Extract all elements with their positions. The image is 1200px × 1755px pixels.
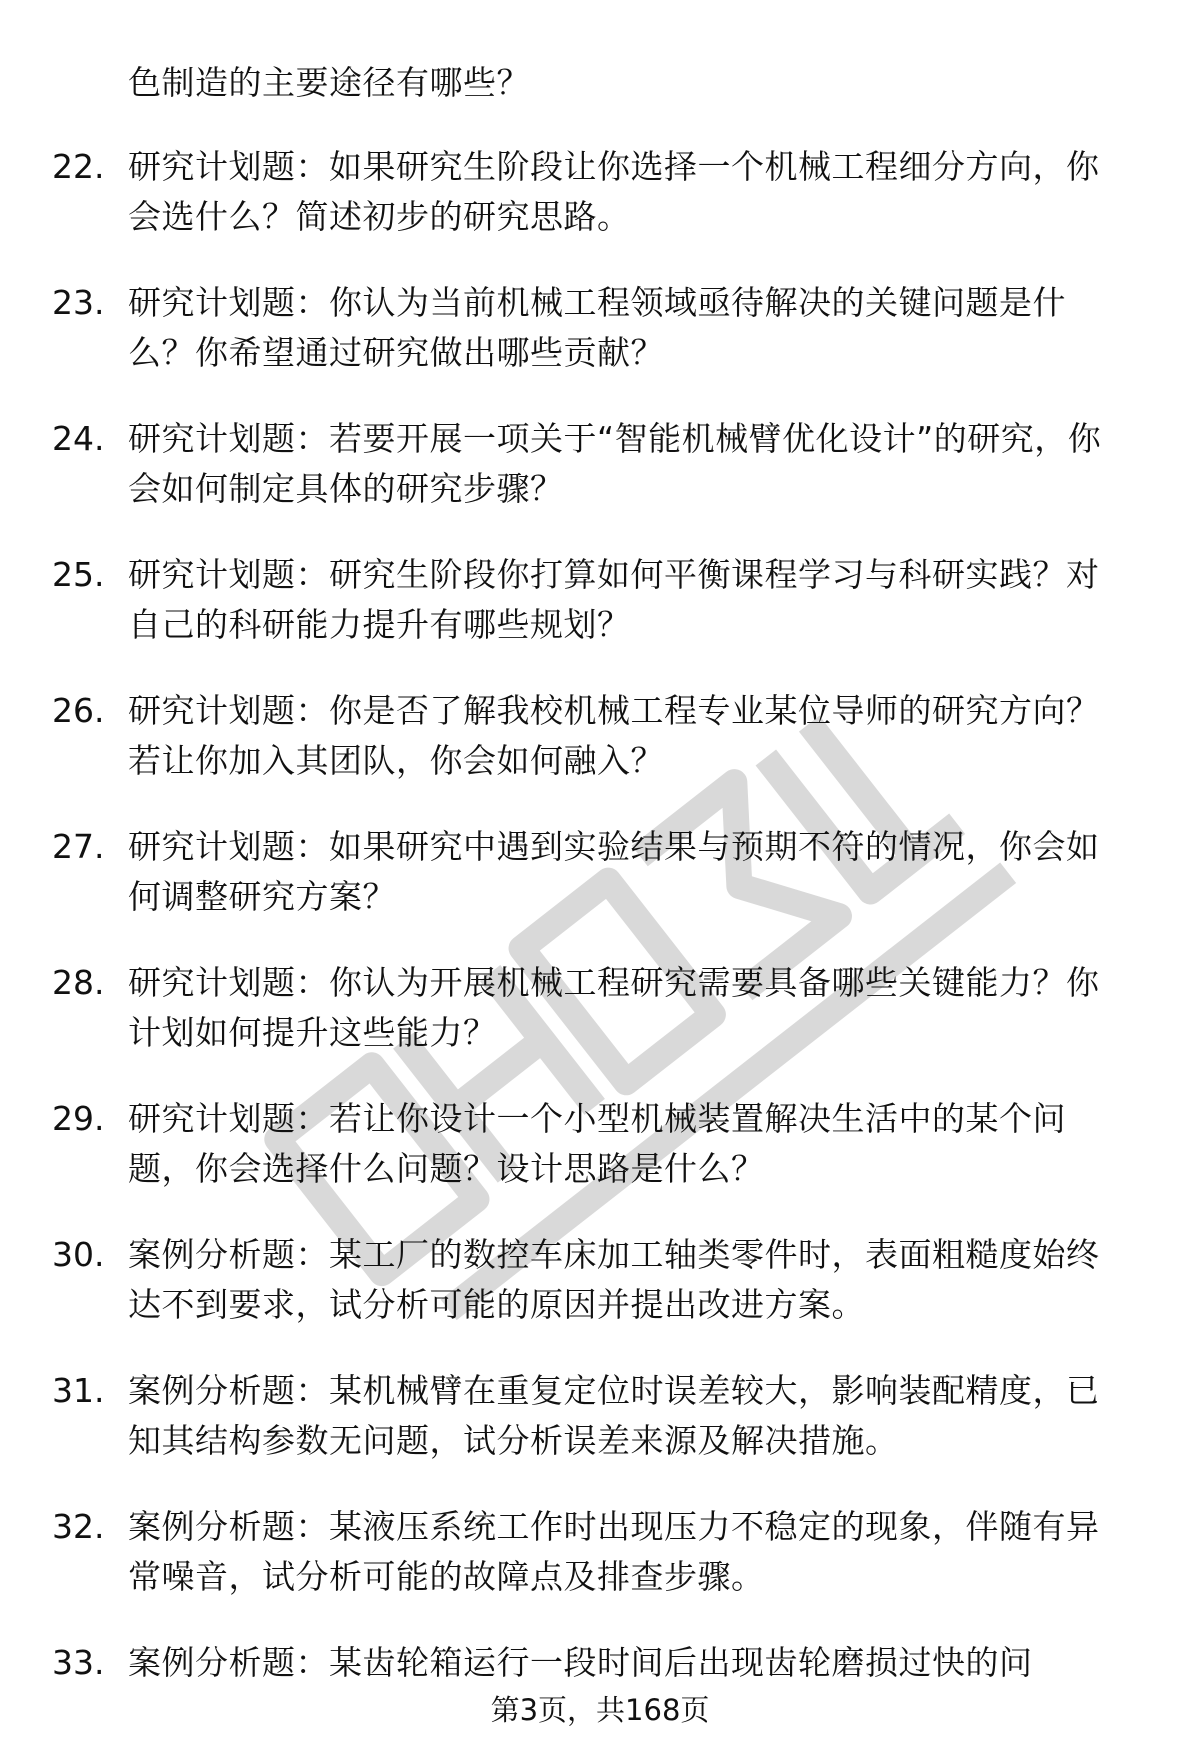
list-item (52, 414, 1152, 514)
item-number: 29. (52, 1099, 105, 1138)
continued-question-text: 色制造的主要途径有哪些？ (128, 63, 530, 102)
item-text: 研究计划题：如果研究生阶段让你选择一个机械工程细分方向，你会选什么？简述初步的研究思路。 (128, 147, 1100, 236)
item-text: 研究计划题：你是否了解我校机械工程专业某位导师的研究方向？若让你加入其团队，你会如何融入？ (128, 691, 1100, 780)
item-number: 26. (52, 691, 105, 730)
item-text: 研究计划题：若要开展一项关于“智能机械臂优化设计”的研究，你会如何制定具体的研究步骤？ (128, 419, 1102, 508)
list-item (52, 1638, 1152, 1688)
list-item (52, 1230, 1152, 1330)
item-text: 案例分析题：某液压系统工作时出现压力不稳定的现象，伴随有异常噪音，试分析可能的故障点及排查步骤。 (128, 1507, 1100, 1596)
item-text: 案例分析题：某工厂的数控车床加工轴类零件时，表面粗糙度始终达不到要求，试分析可能的原因并提出改进方案。 (128, 1235, 1100, 1324)
item-number: 25. (52, 555, 105, 594)
item-text: 研究计划题：若让你设计一个小型机械装置解决生活中的某个问题，你会选择什么问题？设计思路是什么？ (128, 1099, 1066, 1188)
item-number: 33. (52, 1643, 105, 1682)
item-text: 研究计划题：研究生阶段你打算如何平衡课程学习与科研实践？对自己的科研能力提升有哪些规划？ (128, 555, 1100, 644)
list-item (52, 958, 1152, 1058)
item-number: 22. (52, 147, 105, 186)
list-item (52, 550, 1152, 650)
list-item (52, 822, 1152, 922)
content (52, 58, 1152, 1724)
list-item (52, 1502, 1152, 1602)
item-number: 28. (52, 963, 105, 1002)
item-number: 30. (52, 1235, 105, 1274)
item-number: 23. (52, 283, 105, 322)
list-item (52, 1094, 1152, 1194)
item-text: 案例分析题：某机械臂在重复定位时误差较大，影响装配精度，已知其结构参数无问题，试分析误差来源及解决措施。 (128, 1371, 1100, 1460)
item-text: 研究计划题：你认为开展机械工程研究需要具备哪些关键能力？你计划如何提升这些能力？ (128, 963, 1100, 1052)
item-number: 31. (52, 1371, 105, 1410)
list-item (52, 686, 1152, 786)
list-item (52, 142, 1152, 242)
item-number: 27. (52, 827, 105, 866)
item-number: 24. (52, 419, 105, 458)
item-number: 32. (52, 1507, 105, 1546)
item-text: 研究计划题：如果研究中遇到实验结果与预期不符的情况，你会如何调整研究方案？ (128, 827, 1100, 916)
list-item (52, 1366, 1152, 1466)
page-footer: 第3页，共168页 (490, 1693, 710, 1727)
item-text: 案例分析题：某齿轮箱运行一段时间后出现齿轮磨损过快的问 (128, 1643, 1033, 1682)
list-item (52, 278, 1152, 378)
item-text: 研究计划题：你认为当前机械工程领域亟待解决的关键问题是什么？你希望通过研究做出哪些贡献？ (128, 283, 1066, 372)
